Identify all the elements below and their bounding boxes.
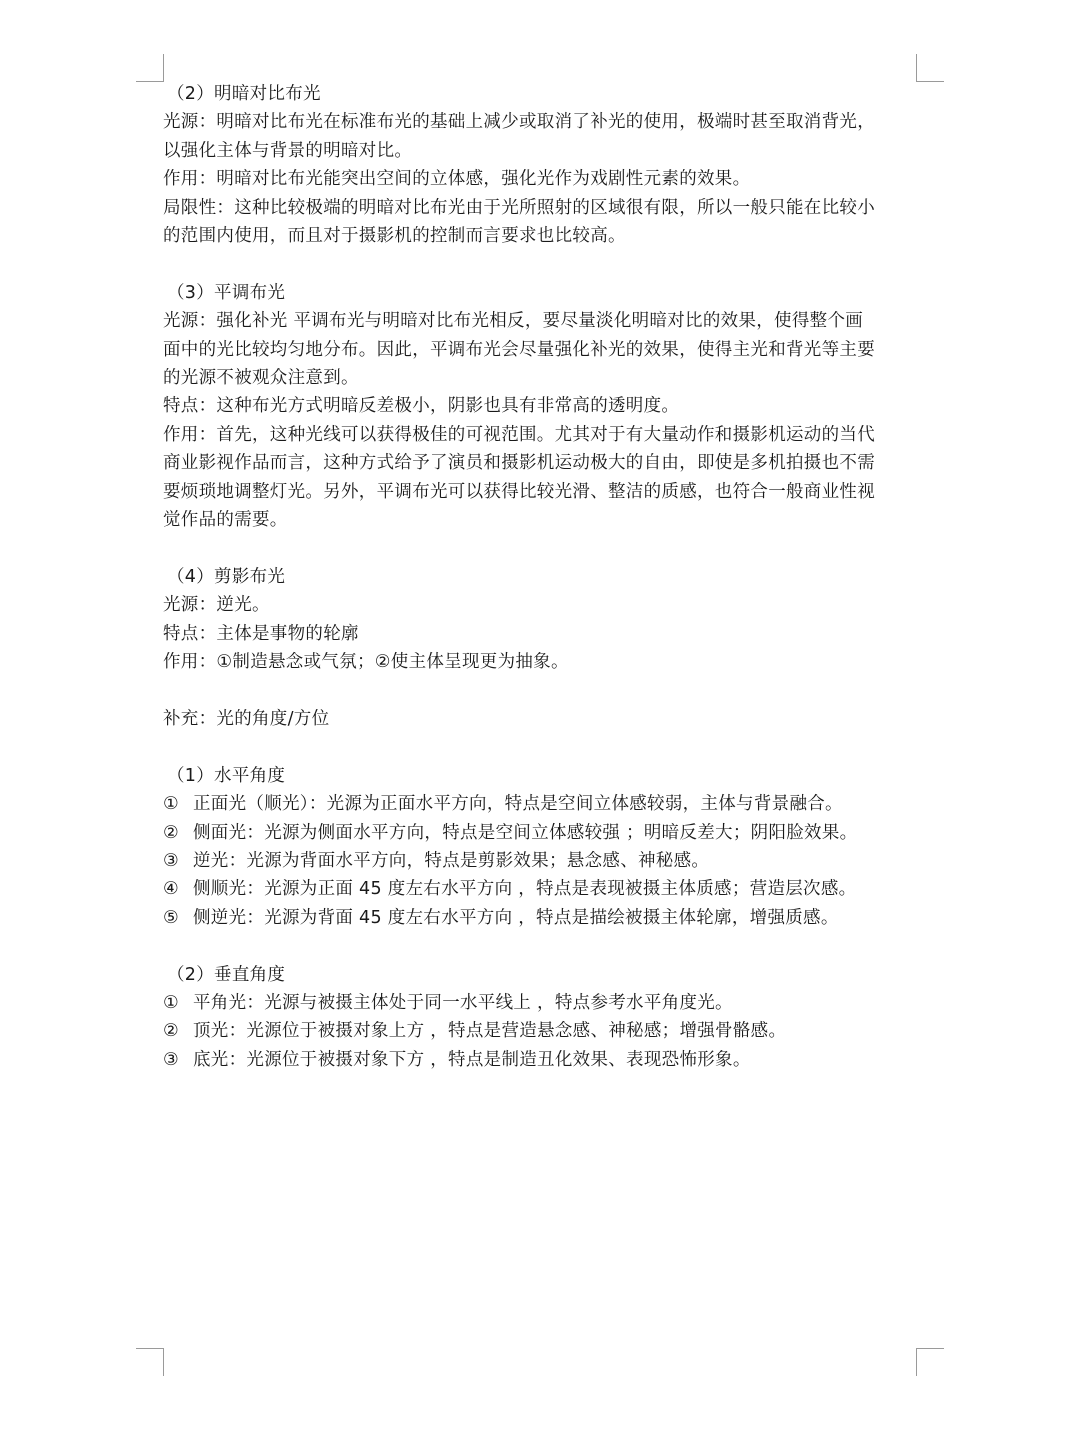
blank-line [163,677,923,705]
blank-line [163,250,923,278]
list-text: 底光：光源位于被摄对象下方 ，特点是制造丑化效果、表现恐怖形象。 [193,1049,751,1070]
paragraph-line: 要烦琐地调整灯光。另外，平调布光可以获得比较光滑、整洁的质感，也符合一般商业性视 [163,481,875,502]
paragraph-line: 作用：明暗对比布光能突出空间的立体感，强化光作为戏剧性元素的效果。 [163,169,751,190]
list-item [163,847,923,875]
list-item [163,904,923,932]
crop-mark-bottom-right [916,1348,944,1376]
paragraph-line: 光源：逆光。 [163,595,270,616]
paragraph-line: 作用：首先，这种光线可以获得极佳的可视范围。尤其对于有大量动作和摄影机运动的当代 [163,424,875,445]
list-item [163,1046,923,1074]
blank-line [163,733,923,761]
list-text: 逆光：光源为背面水平方向，特点是剪影效果；悬念感、神秘感。 [193,850,710,871]
crop-mark-bottom-left [136,1348,164,1376]
list-item [163,790,923,818]
crop-mark-top-left [136,54,164,82]
list-text: 侧逆光：光源为背面 45 度左右水平方向 ，特点是描绘被摄主体轮廓，增强质感。 [193,907,839,928]
supplement-title: 补充：光的角度/方位 [163,708,330,729]
paragraph-line: 的光源不被观众注意到。 [163,368,359,389]
document-page [163,80,923,1074]
paragraph-line: 的范围内使用，而且对于摄影机的控制而言要求也比较高。 [163,226,626,247]
paragraph-line: 特点：主体是事物的轮廓 [163,623,359,644]
list-number: ⑤ [163,907,179,928]
paragraph-line: 作用：①制造悬念或气氛；②使主体呈现更为抽象。 [163,652,569,673]
paragraph-line: 局限性：这种比较极端的明暗对比布光由于光所照射的区域很有限，所以一般只能在比较小 [163,197,875,218]
list-number: ② [163,1021,179,1042]
paragraph-line: 商业影视作品而言，这种方式给予了演员和摄影机运动极大的自由，即使是多机拍摄也不需 [163,453,875,474]
section-heading: （1）水平角度 [167,765,286,786]
paragraph-line: 特点：这种布光方式明暗反差极小，阴影也具有非常高的透明度。 [163,396,680,417]
section-heading: （2）明暗对比布光 [167,84,321,104]
list-text: 正面光（顺光）：光源为正面水平方向，特点是空间立体感较弱，主体与背景融合。 [193,794,843,815]
list-text: 顶光：光源位于被摄对象上方 ，特点是营造悬念感、神秘感；增强骨骼感。 [193,1021,787,1042]
paragraph-line: 觉作品的需要。 [163,510,288,531]
crop-mark-top-right [916,54,944,82]
paragraph-line: 以强化主体与背景的明暗对比。 [163,140,413,161]
section-heading: （4）剪影布光 [167,566,286,587]
section-heading: （2）垂直角度 [167,964,286,985]
blank-line [163,932,923,960]
list-item [163,819,923,847]
list-text: 平角光：光源与被摄主体处于同一水平线上 ，特点参考水平角度光。 [193,992,733,1013]
paragraph-line: 光源：强化补光 平调布光与明暗对比布光相反，要尽量淡化明暗对比的效果，使得整个画 [163,311,864,332]
list-number: ① [163,992,179,1013]
section-heading: （3）平调布光 [167,282,286,303]
blank-line [163,534,923,562]
list-number: ② [163,822,179,843]
list-text: 侧顺光：光源为正面 45 度左右水平方向 ，特点是表现被摄主体质感；营造层次感。 [193,879,857,900]
list-number: ③ [163,1049,179,1070]
list-item [163,875,923,903]
list-number: ④ [163,879,179,900]
paragraph-line: 面中的光比较均匀地分布。因此，平调布光会尽量强化补光的效果，使得主光和背光等主要 [163,339,875,360]
list-number: ① [163,794,179,815]
list-text: 侧面光：光源为侧面水平方向，特点是空间立体感较强 ；明暗反差大；阴阳脸效果。 [193,822,858,843]
list-item [163,1017,923,1045]
list-item [163,989,923,1017]
paragraph-line: 光源：明暗对比布光在标准布光的基础上减少或取消了补光的使用，极端时甚至取消背光， [163,112,875,133]
list-number: ③ [163,850,179,871]
